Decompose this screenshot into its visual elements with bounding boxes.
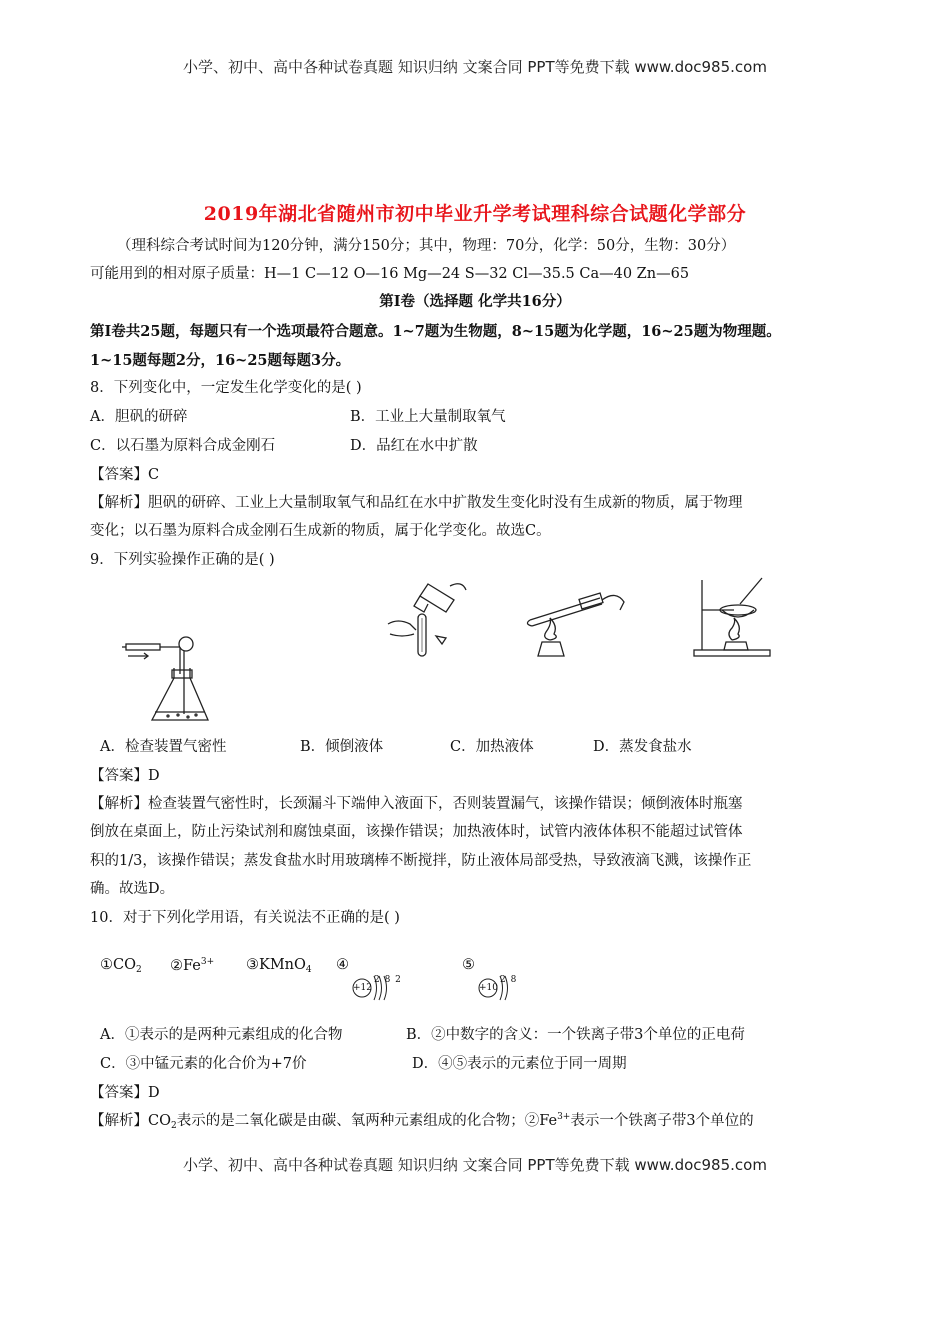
q10-option-d: D．④⑤表示的元素位于同一周期 bbox=[412, 1056, 627, 1072]
q9-analysis-line-3: 积的1/3，该操作错误；蒸发食盐水时用玻璃棒不断搅拌，防止液体局部受热，导致液滴飞溅，该操作正 bbox=[90, 853, 752, 869]
page-title: 2019年湖北省随州市初中毕业升学考试理科综合试题化学部分 bbox=[203, 203, 747, 225]
q9-analysis-line-4: 确。故选D。 bbox=[90, 881, 175, 897]
symbol-fe3plus: $②Fe^{3+}$ bbox=[170, 957, 215, 974]
q10-option-a: A．①表示的是两种元素组成的化合物 bbox=[100, 1027, 343, 1043]
pouring-liquid-figure bbox=[380, 578, 470, 660]
q9-option-d: D．蒸发食盐水 bbox=[593, 739, 692, 755]
heating-liquid-figure bbox=[520, 580, 630, 658]
symbol-kmno4: ③KMnO$_4$ bbox=[246, 957, 312, 975]
q8-option-c: C．以石墨为原料合成金刚石 bbox=[90, 438, 276, 454]
page-header: 小学、初中、高中各种试卷真题 知识归纳 文案合同 PPT等免费下载 www.doc985.com bbox=[183, 58, 767, 76]
section-title: 第Ⅰ卷（选择题 化学共16分） bbox=[379, 293, 571, 310]
atom5-nucleus: +10 bbox=[479, 983, 498, 993]
symbol-5: ⑤ bbox=[462, 957, 475, 973]
q9-option-c: C．加热液体 bbox=[450, 739, 534, 755]
q10-answer: 【答案】D bbox=[90, 1085, 160, 1101]
q8-option-d: D．品红在水中扩散 bbox=[350, 438, 478, 454]
q8-option-b: B．工业上大量制取氧气 bbox=[350, 409, 506, 425]
q9-option-b: B．倾倒液体 bbox=[300, 739, 384, 755]
evaporation-figure bbox=[690, 574, 776, 658]
flask-airtightness-figure bbox=[122, 634, 214, 730]
q10-option-c: C．③中锰元素的化合价为+7价 bbox=[100, 1056, 307, 1072]
symbol-co2: $①CO_2$ bbox=[100, 957, 142, 975]
q8-answer: 【答案】C bbox=[90, 467, 160, 483]
q9-analysis-line-1: 【解析】检查装置气密性时，长颈漏斗下端伸入液面下，否则装置漏气，该操作错误；倾倒液体时瓶塞 bbox=[90, 796, 743, 812]
atom4-nucleus: +12 bbox=[353, 983, 372, 993]
q10-option-b: B．②中数字的含义：一个铁离子带3个单位的正电荷 bbox=[406, 1027, 745, 1043]
q9-analysis-line-2: 倒放在桌面上，防止污染试剂和腐蚀桌面，该操作错误；加热液体时，试管内液体体积不能超过试管体 bbox=[90, 824, 743, 840]
q8-analysis-line-1: 【解析】胆矾的研碎、工业上大量制取氧气和品红在水中扩散发生变化时没有生成新的物质，属于物理 bbox=[90, 495, 743, 511]
instructions-line-2: 1~15题每题2分，16~25题每题3分。 bbox=[90, 352, 351, 369]
page-footer: 小学、初中、高中各种试卷真题 知识归纳 文案合同 PPT等免费下载 www.doc985.com bbox=[183, 1156, 767, 1174]
symbol-4: ④ bbox=[336, 957, 349, 973]
q10-analysis-line-1: 【解析】$CO_2$表示的是二氧化碳是由碳、氧两种元素组成的化合物；$②Fe^{3+}$表示一个铁离子带3个单位的 bbox=[90, 1112, 754, 1131]
q9-stem: 9．下列实验操作正确的是( ) bbox=[90, 552, 275, 568]
atomic-masses: 可能用到的相对原子质量：H—1 C—12 O—16 Mg—24 S—32 Cl—35.5 Ca—40 Zn—65 bbox=[90, 266, 690, 282]
q9-option-a: A．检查装置气密性 bbox=[100, 739, 227, 755]
q9-answer: 【答案】D bbox=[90, 768, 160, 784]
q8-analysis-line-2: 变化；以石墨为原料合成金刚石生成新的物质，属于化学变化。故选C。 bbox=[90, 523, 551, 539]
q8-stem: 8．下列变化中，一定发生化学变化的是( ) bbox=[90, 380, 362, 396]
exam-info: （理科综合考试时间为120分钟，满分150分；其中，物理：70分，化学：50分，生物：30分） bbox=[117, 238, 736, 254]
atom4-shells: 2 8 2 bbox=[374, 975, 402, 985]
atom5-shells: 2 8 bbox=[500, 975, 518, 985]
q8-option-a: A．胆矾的研碎 bbox=[90, 409, 188, 425]
q10-stem: 10．对于下列化学用语，有关说法不正确的是( ) bbox=[90, 910, 400, 926]
instructions-line-1: 第Ⅰ卷共25题，每题只有一个选项最符合题意。1~7题为生物题，8~15题为化学题，16~25题为物理题。 bbox=[90, 323, 781, 340]
